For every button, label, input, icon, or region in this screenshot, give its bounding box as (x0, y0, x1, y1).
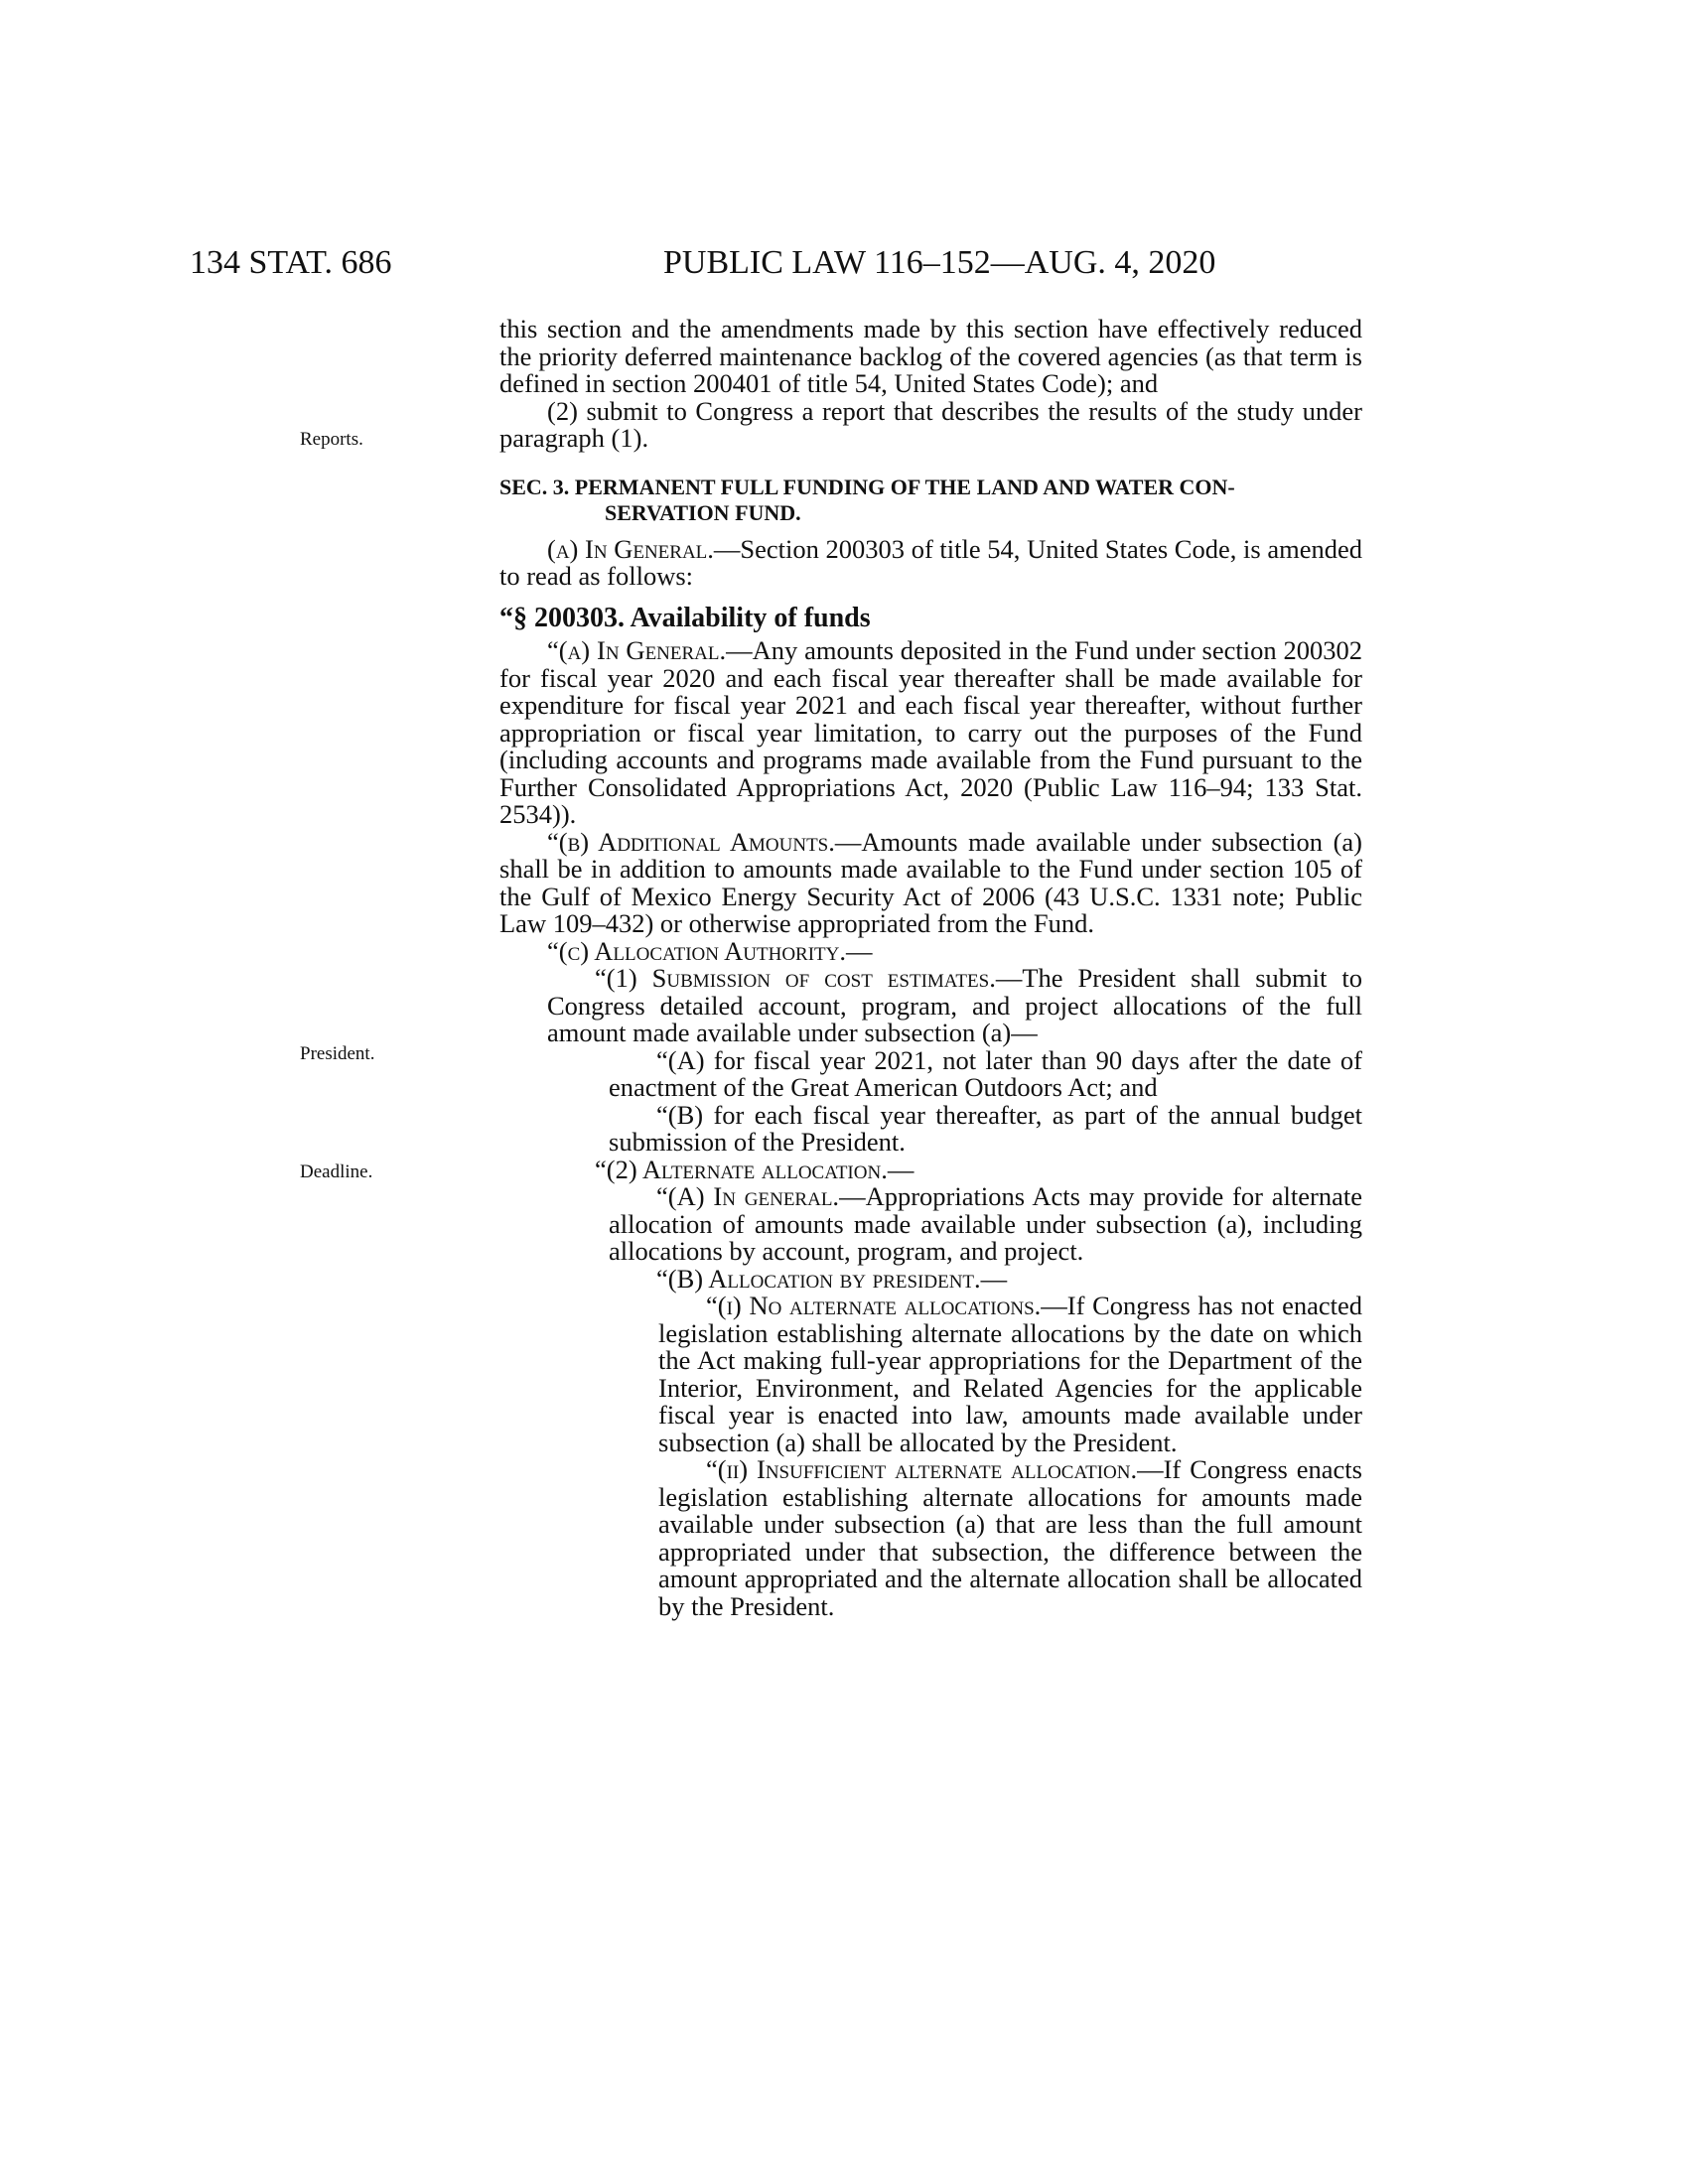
subparagraph-c2A (499, 1183, 1362, 1266)
subparagraph-c2B (499, 1263, 1362, 1294)
public-law-citation: PUBLIC LAW 116–152—AUG. 4, 2020 (663, 244, 1216, 281)
paragraph-c1 (499, 965, 1362, 1047)
subparagraph-c1B: “(B) for each fiscal year thereafter, as part of the annual budget submission of the President. (609, 1099, 1362, 1157)
subsection-a-intro (499, 533, 1362, 591)
c2-label: “(2) Alternate allocation.— (595, 1154, 914, 1184)
c2Bii-text: —If Congress enacts legislation establishing alternate allocations for amounts made available under subsection (a) that are less than the full amount appropriated under that subsection, the difference between the amount appropriated and the alternate allocation shall be allocated by the President. (658, 1454, 1362, 1621)
c2A-label: “(A) In general. (656, 1181, 840, 1211)
quoted-subsection-a (499, 637, 1362, 829)
clause-c2Bi (499, 1293, 1362, 1456)
quoted-subsection-c (499, 935, 1362, 966)
running-header (0, 244, 1688, 284)
c2Bii-label: “(ii) Insufficient alternate allocation. (706, 1454, 1138, 1484)
quoted-a-label: “(a) In General. (547, 635, 727, 665)
c1-text: —The President shall submit to Congress detailed account, program, and project allocations of the full amount made available under subsection (a)— (547, 963, 1362, 1047)
subsection-a-label: (a) In General. (547, 533, 714, 564)
c1-label: “(1) Submission of cost estimates. (595, 963, 996, 993)
c2Bi-text: —If Congress has not enacted legislation establishing alternate allocations by the date on which the Act making full-year appropriations for the Department of the Interior, Environment, and Related Agencies for the applicable fiscal year is enacted into law, amounts made available under subsection (a) shall be allocated by the President. (658, 1291, 1362, 1457)
quoted-b-text: —Amounts made available under subsection (a) shall be in addition to amounts made available to the Fund under section 105 of the Gulf of Mexico Energy Security Act of 2006 (43 U.S.C. 1331 note; Public Law 109–432) or otherwise appropriated from the Fund. (499, 826, 1363, 938)
paragraph-continuation: this section and the amendments made by this section have effectively reduced the priority deferred maintenance backlog of the covered agencies (as that term is defined in section 200401 of title 54, United States Code); and (499, 314, 1362, 398)
document-body (499, 316, 1362, 1620)
subparagraph-c1A: “(A) for fiscal year 2021, not later than 90 days after the date of enactment of the Great American Outdoors Act; and (609, 1044, 1362, 1102)
subsection-a-text: —Section 200303 of title 54, United States Code, is amended to read as follows: (499, 533, 1362, 591)
section-200303-title: “§ 200303. Availability of funds (499, 602, 871, 633)
section-3-heading-line1: SEC. 3. PERMANENT FULL FUNDING OF THE LAND AND WATER CON- (499, 474, 1235, 499)
clause-c2Bii (499, 1456, 1362, 1620)
c2A-text: —Appropriations Acts may provide for alternate allocation of amounts made available under subsection (a), including allocations by account, program, and project. (609, 1181, 1363, 1266)
quoted-b-label: “(b) Additional Amounts. (547, 826, 835, 857)
quoted-c-label: “(c) Allocation Authority.— (547, 935, 873, 966)
margin-note-deadline: Deadline. (300, 1161, 373, 1182)
margin-note-reports: Reports. (300, 429, 363, 450)
section-3-heading-line2: SERVATION FUND. (605, 499, 801, 525)
c2B-label: “(B) Allocation by president.— (656, 1263, 1008, 1294)
quoted-a-text: —Any amounts deposited in the Fund under section 200302 for fiscal year 2020 and each fiscal year thereafter shall be made available for expenditure for fiscal year 2021 and each fiscal year thereafter, without further appropriation or fiscal year limitation, to carry out the purposes of the Fund (including accounts and programs made available from the Fund pursuant to the Further Consolidated Appropriations Act, 2020 (Public Law 116–94; 133 Stat. 2534)). (499, 635, 1362, 829)
paragraph-2: (2) submit to Congress a report that describes the results of the study under paragraph (1). (499, 395, 1362, 453)
margin-note-president: President. (300, 1043, 375, 1064)
section-3-heading (499, 475, 1362, 526)
c2Bi-label: “(i) No alternate allocations. (706, 1291, 1042, 1320)
paragraph-c2 (499, 1154, 1362, 1184)
statute-page-number: 134 STAT. 686 (190, 244, 392, 281)
quoted-subsection-b (499, 826, 1363, 938)
